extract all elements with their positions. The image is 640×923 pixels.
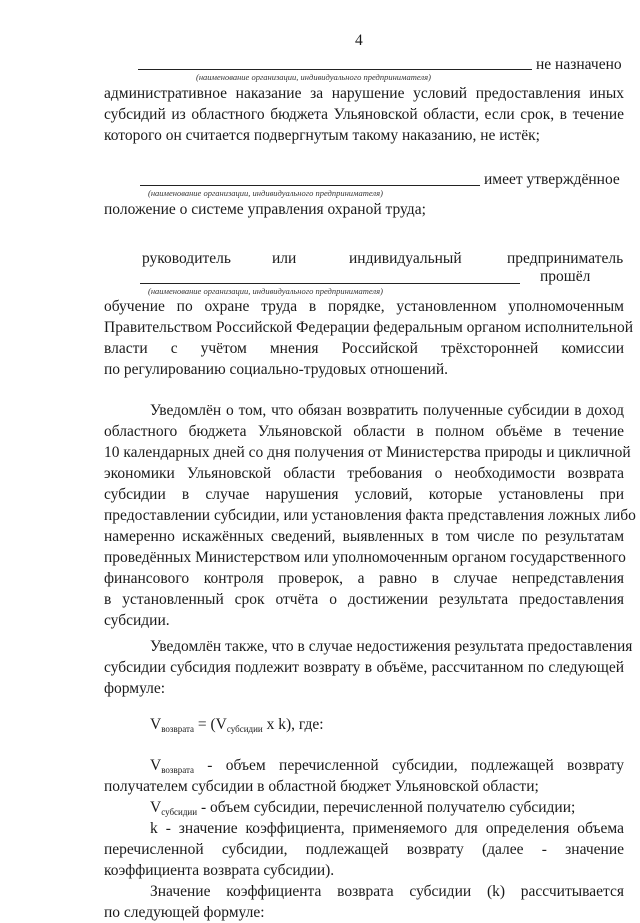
notice1-line-9: финансового контроля проверок, а равно в случае непредставления (104, 570, 624, 587)
notice1-line-5: субсидии в случае нарушения условий, которые установлены при (104, 486, 624, 503)
definition-k-line-1: k - значение коэффициента, применяемого для определения объема (150, 820, 624, 837)
blank-line-2-tail: имеет утверждённое (484, 171, 620, 188)
notice1-line-7: намеренно искажённых сведений, выявленных в том числе по результатам (104, 528, 624, 545)
notice1-line-8: проведённых Министерством или уполномоченным органом государственного (104, 549, 626, 566)
section1-line-2: субсидий из областного бюджета Ульяновской области, если срок, в течение (104, 106, 624, 123)
section3-line-4: по регулированию социально-трудовых отношений. (104, 361, 449, 378)
blank-line-2 (140, 185, 480, 186)
definition-k-line-2: перечисленной субсидии, подлежащей возврату (далее - значение (104, 841, 624, 858)
blank-line-3-tail: прошёл (540, 268, 591, 285)
blank-line-3-caption: (наименование организации, индивидуального предпринимателя) (148, 286, 383, 296)
section2-line-1: положение о системе управления охраной труда; (104, 201, 426, 218)
definition-k-line-3: коэффициента возврата субсидии). (104, 862, 335, 879)
section3-word-3: индивидуальный (349, 250, 462, 267)
notice1-line-3: 10 календарных дней со дня получения от Министерства природы и цикличной (104, 444, 631, 461)
section3-line-2: Правительством Российской Федерации федеральным органом исполнительной (104, 319, 633, 336)
notice2-line-1: Уведомлён также, что в случае недостижения результата предоставления (150, 638, 633, 655)
notice1-line-2: областного бюджета Ульяновской области в полном объёме в течение (104, 423, 624, 440)
notice2-line-3: формуле: (104, 680, 166, 697)
return-formula: $V_{возврата} = (V_{субсидии}$ x k), где: (150, 716, 324, 734)
page-number: 4 (355, 32, 363, 49)
section3-line-3: власти с учётом мнения Российской трёхсторонней комиссии (104, 340, 624, 357)
notice1-line-10: в установленный срок отчёта о достижении результата предоставления (104, 591, 624, 608)
section1-line-1: административное наказание за нарушение условий предоставления иных (104, 85, 624, 102)
blank-line-2-caption: (наименование организации, индивидуального предпринимателя) (148, 188, 383, 198)
blank-line-1 (138, 69, 532, 70)
section3-line-1: обучение по охране труда в порядке, установленном уполномоченным (104, 298, 624, 315)
final-line-2: по следующей формуле: (104, 904, 265, 921)
section3-word-4: предприниматель (507, 250, 624, 267)
definition-v-return: $V_{возврата}$ - объем перечисленной субсидии, подлежащей возврату (150, 757, 624, 775)
blank-line-1-caption: (наименование организации, индивидуального предпринимателя) (196, 72, 431, 82)
blank-line-3 (140, 283, 520, 284)
blank-line-1-tail: не назначено (536, 56, 622, 73)
notice2-line-2: субсидии субсидия подлежит возврату в объёме, рассчитанном по следующей (104, 659, 624, 676)
final-line-1: Значение коэффициента возврата субсидии (k) рассчитывается (150, 883, 624, 900)
notice1-line-1: Уведомлён о том, что обязан возвратить полученные субсидии в доход (150, 402, 624, 419)
section3-word-2: или (272, 250, 297, 267)
definition-v-subsidy: $V_{субсидии}$ - объем субсидии, перечисленной получателю субсидии; (150, 799, 576, 817)
notice1-line-6: предоставлении субсидии, или установления факта представления ложных либо (104, 507, 636, 524)
definition-v-return-cont: получателем субсидии в областной бюджет Ульяновской области; (104, 778, 539, 795)
notice1-line-4: экономики Ульяновской области требования о необходимости возврата (104, 465, 624, 482)
section1-line-3: которого он считается подвергнутым такому наказанию, не истёк; (104, 127, 540, 144)
notice1-line-11: субсидии. (104, 612, 170, 629)
section3-word-1: руководитель (142, 250, 231, 267)
